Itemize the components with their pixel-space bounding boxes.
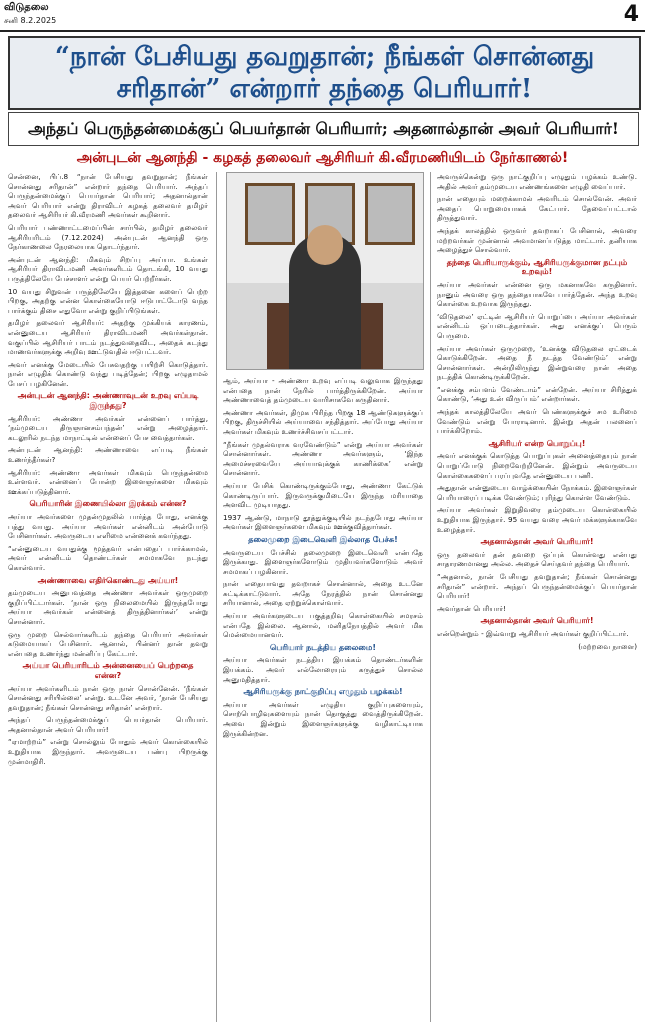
person-head: [307, 225, 343, 265]
paragraph: பெரியார் பண்ணாட்டமைப்பின் சார்பில், தமிழர் தலைவர் ஆசிரியரிடம் (7.12.2024) அன்புடன் ஆனந்தி ஒரு நேர்காணலை நேரலையாக தொடர்ந்தார்.: [8, 222, 208, 252]
masthead: [0, 0, 645, 32]
article-column-1: [8, 172, 208, 1022]
paragraph: அவர் எனக்குக் கொடுத்த பொறுப்புகள் அனைத்தையும் நான் பொறுப்போடு நிறைவேற்றினேன். இன்றும் அவருடைய கொள்கைகளைப் பரப்புவதே என்னுடைய பணி.: [437, 451, 637, 480]
paragraph: தம்முடைய அனுபவத்தை அண்ணா அவர்கள் ஒருமுறை குறிப்பிட்டார்கள். ‘நான் ஒரு நிலைமையில் இருந்தபோது அய்யா அவர்கள் என்னைத் திருத்தினார்கள்’ என்று சொன்னார்.: [8, 588, 208, 626]
paragraph: ஒரு முறை செல்வார்களிடம் தந்தை பெரியார் அவர்கள் கடுமையாகப் பேசினார். ஆனால், பின்னர் தான் தவறு என்பதை உணர்ந்து மன்னிப்பு கேட்டார்.: [8, 629, 208, 658]
paragraph: நான் எதையாவது தவறாகச் சொன்னால், அதை உடனே சுட்டிக்காட்டுவார். அதே நேரத்தில் நான் சொன்னது சரியானால், அதை ஏற்றுக்கொள்வார்.: [223, 579, 423, 608]
paragraph: அன்புடன் ஆனந்தி: அண்ணாவை எப்படி நீங்கள் உணர்ந்தீர்கள்?: [8, 445, 208, 465]
paragraph: அதுதான் என்னுடைய வாழ்க்கையின் நோக்கம். இளைஞர்கள் பெரியாரைப் படிக்க வேண்டும்; புரிந்து கொள்ள வேண்டும்.: [437, 483, 637, 502]
paragraph: அவர் எனக்கு மேடையில் பேசுவதற்கு பயிற்சி கொடுத்தார். நான் எழுதிக் கொண்டு வந்து படித்தேன்; பிறகு எழுதாமல் பேசப் பழகினேன்.: [8, 359, 208, 388]
paragraph: அன்புடன் ஆனந்தி: மிகவும் சிறப்பு அய்யா. உங்கள் ஆசிரியர் திராவிடமணி அவர்களிடம் தொடங்கி, 10 வயது பருத்திலேயே பேச்சாளர் என்று பெயர் பெற்றீர்கள்.: [8, 254, 208, 283]
paragraph: என்றென்றும் - இவ்வாறு ஆசிரியர் அவர்கள் குறிப்பிட்டார்.: [437, 628, 629, 638]
article-column-2: [223, 376, 423, 1022]
paragraph: அய்யா அவர்களை முதன்முதலில் பார்த்த போது, எனக்கு பத்து வயது. அய்யா அவர்கள் என்னிடம் அன்போடு பேசினார்கள். அவருடைய எளிமை என்னைக் கவர்ந்தது.: [8, 512, 208, 541]
section-heading: ஆசிரியருக்கு நாட்குறிப்பு எழுதும் பழக்கம்!: [243, 687, 403, 697]
paragraph: ஒரு தலைவர் தன் தவறை ஒப்புக் கொள்வது என்பது சாதாரணமானது அல்ல. அதைச் செய்தவர் தந்தை பெரியார்.: [437, 549, 637, 569]
section-heading: பெரியார் நடத்திய தலைமை!: [270, 642, 376, 652]
newspaper-name: விடுதலை: [4, 2, 49, 13]
interview-byline: அன்புடன் ஆனந்தி - கழகத் தலைவர் ஆசிரியர் கி.வீரமணியிடம் நேர்காணல்!: [76, 150, 569, 166]
subheadline: அந்தப் பெருந்தன்மைக்குப் பெயர்தான் பெரியார்; அதனால்தான் அவர் பெரியார்!: [8, 112, 639, 146]
paragraph: அவர்தான் பெரியார்!: [437, 603, 506, 613]
paragraph: அந்தக் காலத்திலேயே அவர் பெண்களுக்குச் சம உரிமை வேண்டும் என்று போராடினார். இன்று அதன் பலனைப் பார்க்கிறோம்.: [437, 407, 637, 436]
paragraph: அய்யா அவர்கள் இறுதிவரை தம்முடைய கொள்கையில் உறுதியாக இருந்தார். 95 வயது வரை அவர் மக்களுக்காகவே உழைத்தார்.: [437, 505, 637, 534]
paragraph: “நீங்கள் முதல்வராக வரவேண்டும்” என்று அய்யா அவர்கள் சொன்னார்கள். அண்ணா அவர்களும், ‘இந்த அமைச்சரவையே அய்யாவுக்குக் காணிக்கை’ என்று சொன்னார்.: [223, 439, 423, 478]
paragraph: அந்தப் பெருந்தன்மைக்குப் பெயர்தான் பெரியார். அதனால்தான் அவர் பெரியார்!: [8, 715, 208, 734]
page-number: 4: [623, 2, 639, 27]
headline-line-1: “நான் பேசியது தவறுதான்; நீங்கள் சொன்னது: [54, 42, 595, 72]
photo-veeramani: [226, 172, 424, 370]
paragraph: அண்ணா அவர்கள், திமுக பிரிந்த பிறகு 18 ஆண்டுகளுக்குப் பிறகு, திருச்சியில் அய்யாவை சந்தித்தார். அப்போது அய்யா அவர்கள் மிகவும் உணர்ச்சிவசப்பட்டார்.: [223, 407, 423, 436]
paragraph: அய்யா அவர்கள் ஒருமுறை, ‘உனக்கு விடுதலை ஏட்டைக் கொடுக்கிறேன். அதை நீ நடத்த வேண்டும்’ என்று சொன்னார்கள். அன்றிலிருந்து இன்றுவரை நான் அதை நடத்திக் கொண்டிருக்கிறேன்.: [437, 343, 637, 382]
paragraph: ‘விடுதலை’ ஏட்டின் ஆசிரியர் பொறுப்பை அய்யா அவர்கள் என்னிடம் ஒப்படைத்தார்கள். அது எனக்குப் பெரும் பெருமை.: [437, 311, 637, 340]
paragraph: அய்யா அவர்கள் என்னை ஒரு மகனாகவே கருதினார். நானும் அவரை ஒரு தந்தையாகவே பார்த்தேன். அந்த உறவு கொள்கை உறவாக இருந்தது.: [437, 279, 637, 309]
column-divider: [216, 172, 217, 1022]
paragraph: அய்யா அவர்களிடம் நான் ஒரு நாள் சொன்னேன். ‘நீங்கள் சொன்னது சரியில்லை’ என்று. உடனே அவர், ‘நான் பேசியது தவறுதான்; நீங்கள் சொன்னது சரிதான்’ என்றார்.: [8, 683, 208, 712]
paragraph: அவருடைய பேச்சில் தலைமுறை இடைவெளி என்பதே இருக்காது. இளைஞர்களோடும் முதியவர்களோடும் அவர் சமமாகப் பழகினார்.: [223, 547, 423, 576]
paragraph: 10 வயது சிறுவன் பருத்திலேயே இத்தனை களைப் பெற்ற பிறகு, அதற்கு என்ன கொள்கையோடு ஈடுபாட்டோடு வந்த பார்க்கும் திசை எதுவோ என்று குறிப்பிடுங்கள்.: [8, 286, 208, 315]
paragraph: ஆசிரியர்: அண்ணா அவர்கள் மிகவும் பெருந்தன்மை உள்ளவர். என்னைப் போன்ற இளைஞர்களை மிகவும் ஊக்கப்படுத்தினார்.: [8, 467, 208, 496]
paragraph: அய்யா அவர்கள் நடத்திய இயக்கம் தொண்டர்களின் இயக்கம். அவர் எல்லோரையும் கருத்துச் சொல்ல அனுமதித்தார்.: [223, 655, 423, 684]
section-heading: அண்ணாவை எதிர்கொண்டது அய்யா!: [37, 575, 179, 585]
issue-date: சனி 8.2.2025: [4, 16, 57, 25]
paragraph: “எனக்கு சம்பளம் வேண்டாம்” என்றேன். அய்யா சிரித்துக் கொண்டு, ‘அது உன் விருப்பம்’ என்றார்கள்.: [437, 384, 637, 404]
paragraph: சென்னை, பிப்.8 “நான் பேசியது தவறுதான்; நீங்கள் சொன்னது சரிதான்” என்றார் தந்தை பெரியார். அந்தப் பெருந்தன்மைக்குப் பெயர்தான் பெரியார்; அதனால்தான் அவர் பெரியார் என்று திராவிடர் கழகத் தலைவர் தமிழர் தலைவர் ஆசிரியர் கி.வீரமணி அவர்கள் கூறினார்.: [8, 172, 208, 220]
section-heading: அதனால்தான் அவர் பெரியார்!: [480, 537, 594, 547]
paragraph: “ஏமாற்றம்” என்று சொல்லும் போதும் அவர் கொள்கையில் உறுதியாக இருந்தார். அவருடைய பண்பு பிறருக்கு முன்மாதிரி.: [8, 737, 208, 766]
paragraph: “என்னுடைய வயதுக்கு மூத்தவர் என்பதைப் பார்க்காமல், அவர் என்னிடம் தொண்டர்கள் சமமாகவே நடந்து கொள்வார்.: [8, 543, 208, 572]
section-heading: தலைமுறை இடைவெளி இல்லாத பேச்சு!: [248, 534, 398, 544]
paragraph: அவருக்கென்று ஒரு நாட்குறிப்பு எழுதும் பழக்கம் உண்டு. அதில் அவர் தம்முடைய எண்ணங்களை எழுதி வைப்பார்.: [437, 172, 637, 191]
paragraph: தமிழர் தலைவர் ஆசிரியர்: அதற்கு முக்கியக் காரணம், என்னுடைய ஆசிரியர் திராவிடமணி அவர்கள்தான். வகுப்பில் ஆசிரியர் பாடம் நடத்துவதைவிட, அதைக் கடந்து மாணவர்களுக்கு அறிவு ஊட்டுவதில் ஈடுபட்டவர்.: [8, 318, 208, 357]
paragraph: “அதனால், நான் பேசியது தவறுதான்; நீங்கள் சொன்னது சரிதான்” என்றார். அந்தப் பெருந்தன்மைக்குப் பெயர்தான் பெரியார்!: [437, 571, 637, 601]
headline-box: [8, 36, 641, 110]
paragraph: அந்தக் காலத்தில் ஒருவர் தவறாகப் பேசினால், அவரை மற்றவர்கள் முன்னால் அவமானப்படுத்த மாட்டார். தனியாக அழைத்துச் சொல்வார்.: [437, 225, 637, 255]
paragraph: ஆம், அய்யா - அண்ணா உறவு எப்படி வலுவாக இருந்தது என்பதை நான் நேரில் பார்த்திருக்கிறேன். அய்யா அண்ணாவைத் தம்முடைய வாரிசாகவே கருதினார்.: [223, 376, 423, 405]
paragraph: அய்யா அவர்கள் எழுதிய குறிப்புகளையும், சொற்பொழிவுகளையும் நான் தொகுத்து வைத்திருக்கிறேன். அவை இன்றும் இளைஞர்களுக்கு வழிகாட்டியாக இருக்கின்றன.: [223, 699, 423, 738]
section-heading: அதனால்தான் அவர் பெரியார்!: [480, 616, 594, 626]
paragraph: அய்யா அவர்களுடைய பகுத்தறிவு கொள்கையில் சமரசம் என்பதே இல்லை. ஆனால், மனிதநேயத்தில் அவர் மிக மென்மையானவர்.: [223, 611, 423, 640]
paragraph: ஆசிரியர்: அண்ணா அவர்கள் என்னைப் பார்த்து, ‘நம்முடைய திருஞானசம்பந்தன்’ என்று அழைத்தார். கடலூரில் நடந்த மாநாட்டில் என்னைப் பேச வைத்தார்கள்.: [8, 413, 208, 442]
section-heading: ஆசிரியர் என்ற பொறுப்பு!: [488, 438, 586, 448]
paragraph: நான் எதையும் மறைக்காமல் அவரிடம் சொல்வேன். அவர் அதைப் பொறுமையாகக் கேட்பார். தேவைப்பட்டால் திருத்துவார்.: [437, 194, 637, 223]
continued-note: (மற்றவை நாளை): [578, 641, 637, 651]
section-heading: தந்தை பெரியாருக்கும், ஆசிரியருக்குமான நட்பும் உறவும்!: [446, 257, 628, 277]
portrait-frame-icon: [365, 183, 415, 245]
paragraph: அய்யா பேசிக் கொண்டிருக்கும்போது, அண்ணா கேட்டுக் கொண்டிருப்பார். இருவருக்குமிடையே இருந்த மரியாதை அளவிட முடியாதது.: [223, 480, 423, 510]
paragraph: 1937 ஆண்டு, மாநாடு தூத்துக்குடியில் நடந்தபோது அய்யா அவர்கள் இளைஞர்களை மிகவும் ஊக்குவித்தார்கள்.: [223, 512, 423, 532]
section-heading: அன்புடன் ஆனந்தி: அண்ணாவுடன் உறவு எப்படி இருந்தது?: [17, 391, 199, 411]
portrait-frame-icon: [245, 183, 295, 245]
headline-line-2: சரிதான்” என்றார் தந்தை பெரியார்!: [116, 74, 533, 104]
column-divider: [430, 172, 431, 1022]
article-column-3: [437, 172, 637, 1022]
section-heading: பெரியாரின் இணையில்லா இரக்கம் என்ன?: [29, 499, 187, 509]
section-heading: அய்யா பெரியாரிடம் அன்னையைப் பெற்றதை என்ன?: [22, 661, 194, 680]
